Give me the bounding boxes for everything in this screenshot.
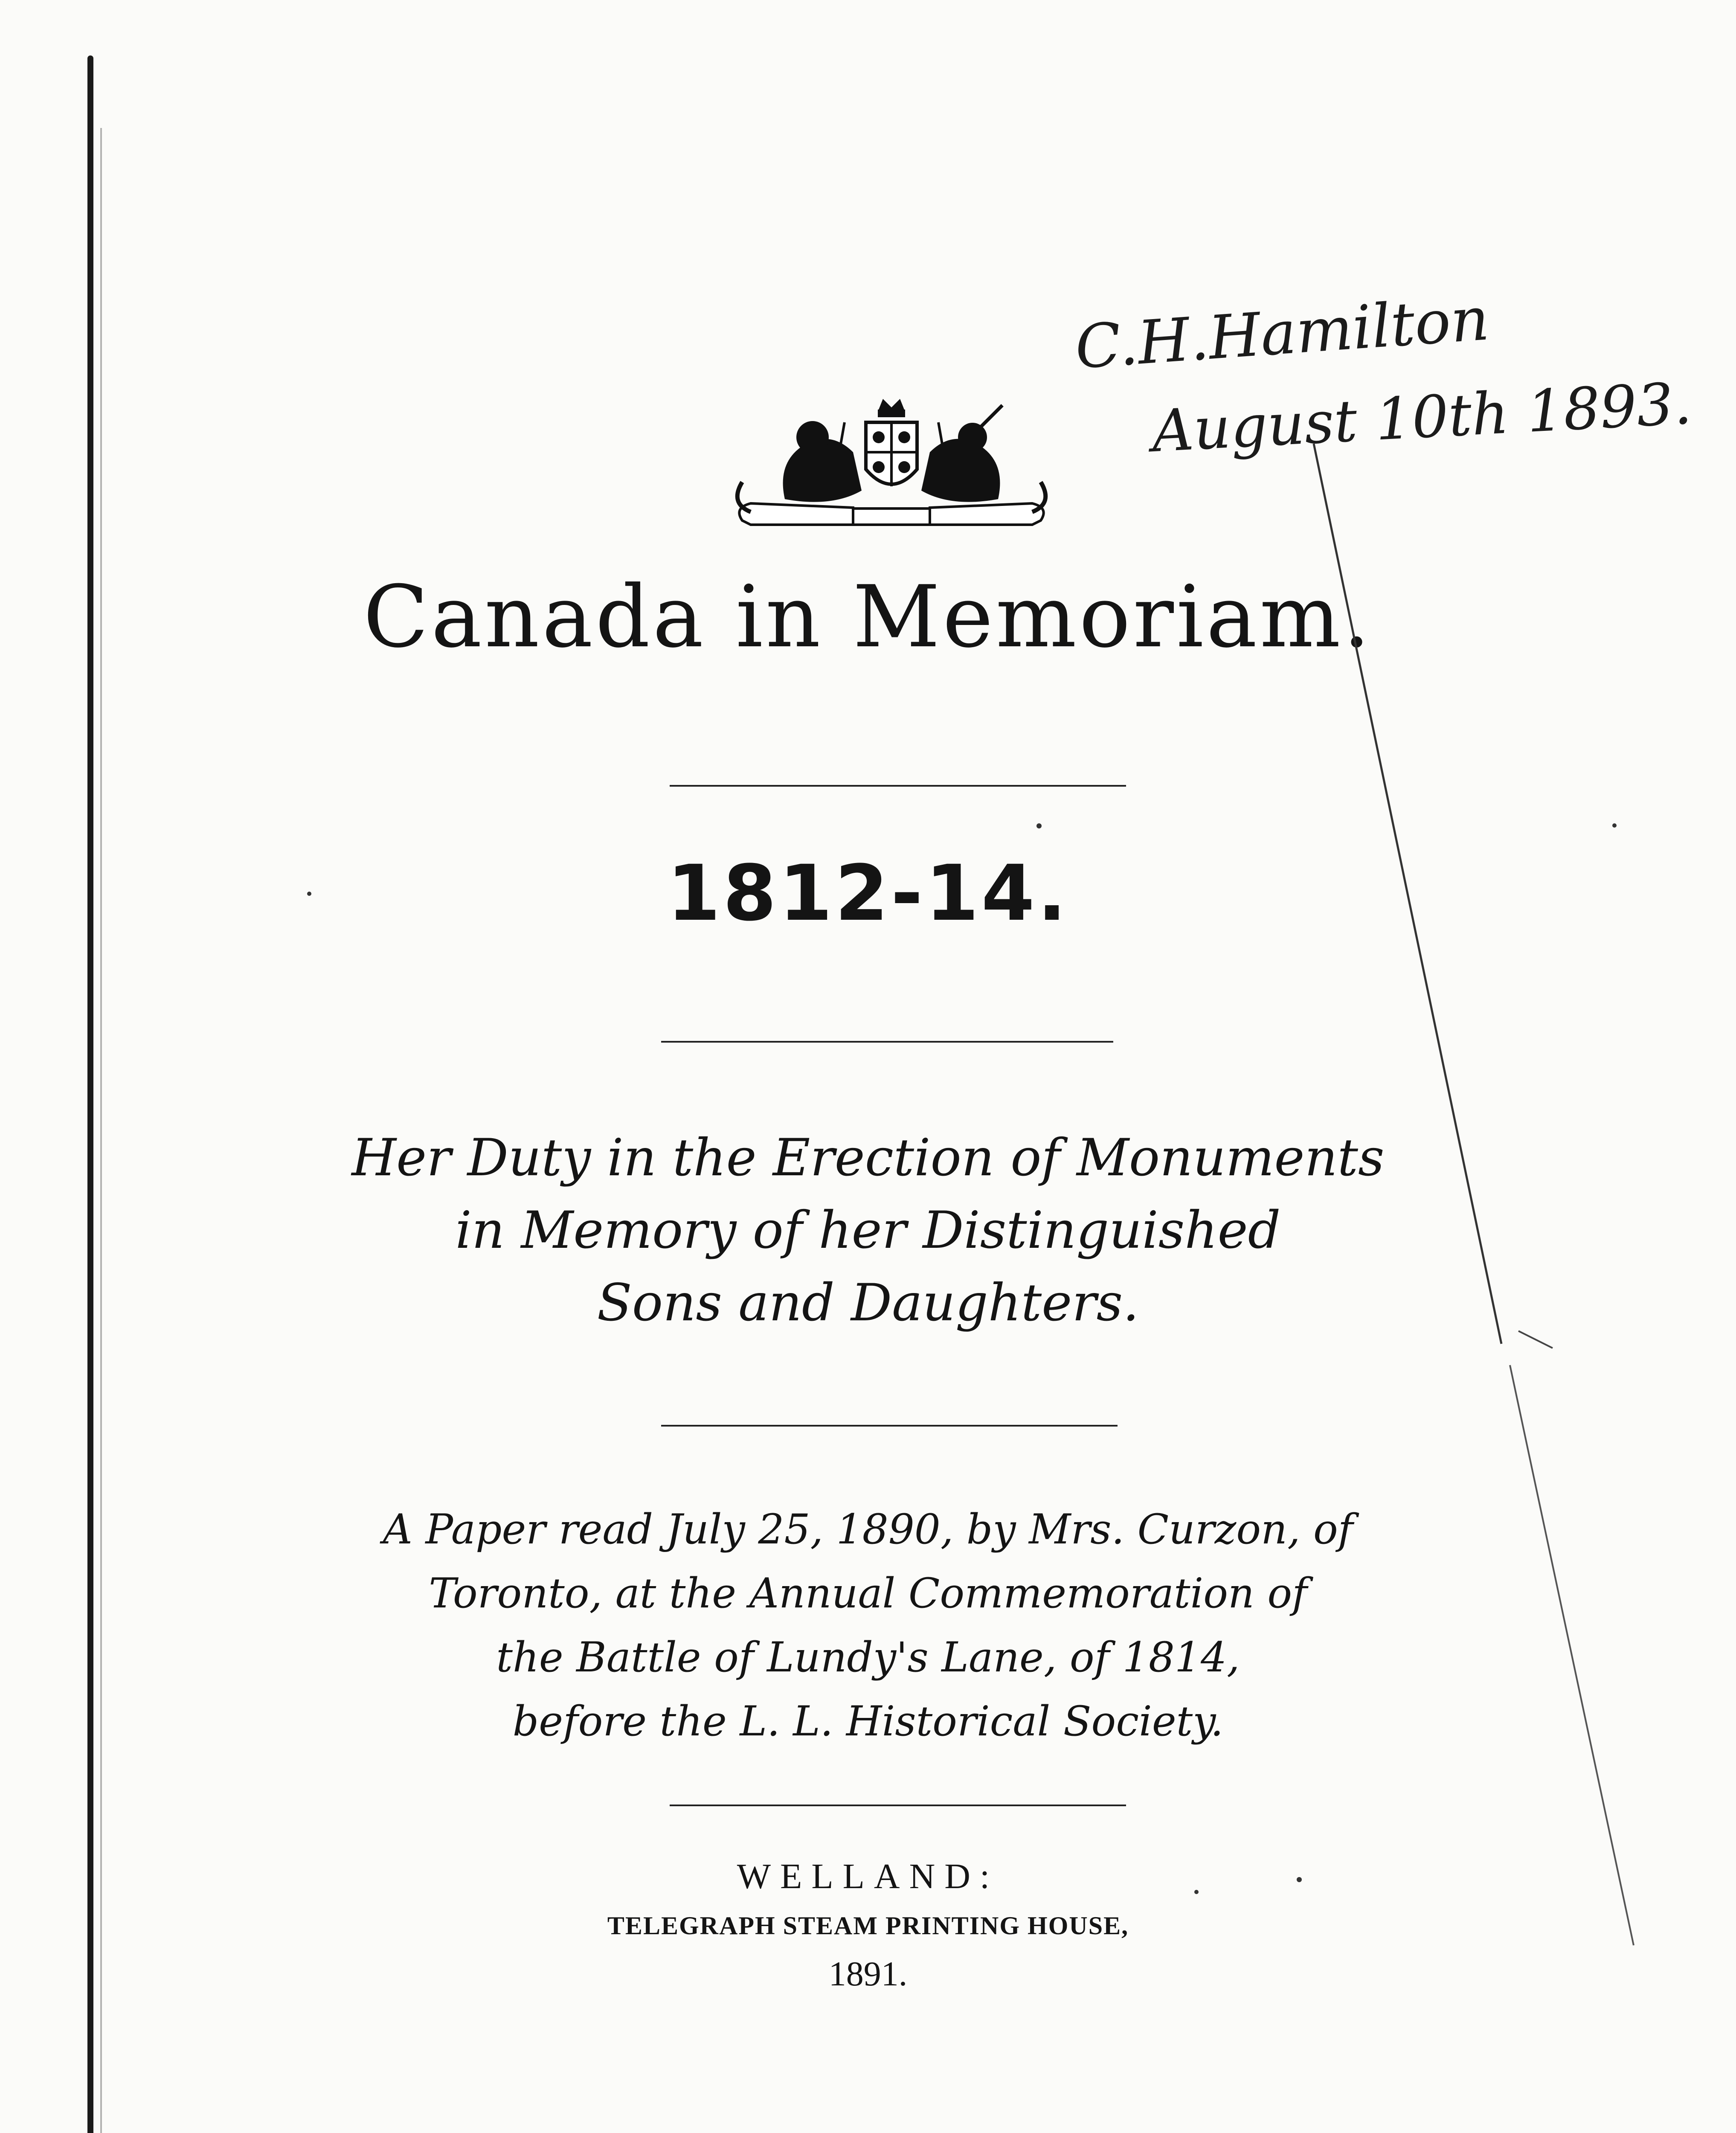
book-dates: 1812-14. xyxy=(667,849,1069,938)
subtitle-line: Her Duty in the Erection of Monuments xyxy=(351,1128,1385,1188)
book-title: Canada in Memoriam. xyxy=(363,567,1373,667)
description-line: before the L. L. Historical Society. xyxy=(512,1697,1224,1745)
imprint-place: WELLAND: xyxy=(737,1857,999,1896)
handwritten-signature: C.H.Hamilton xyxy=(1073,284,1492,383)
scan-speck xyxy=(1297,1877,1302,1882)
imprint-printer: TELEGRAPH STEAM PRINTING HOUSE, xyxy=(607,1912,1129,1940)
imprint-year: 1891. xyxy=(828,1954,908,1993)
scan-speck xyxy=(1612,823,1617,828)
scan-speck xyxy=(307,892,311,896)
subtitle-line: in Memory of her Distinguished xyxy=(455,1201,1281,1260)
scan-speck xyxy=(1194,1890,1199,1894)
scan-speck xyxy=(1036,823,1042,828)
handwritten-date: August 10th 1893. xyxy=(1150,369,1693,465)
subtitle-line: Sons and Daughters. xyxy=(597,1273,1139,1333)
description-line: the Battle of Lundy's Lane, of 1814, xyxy=(496,1633,1240,1681)
description-line: Toronto, at the Annual Commemoration of xyxy=(429,1569,1307,1617)
description-line: A Paper read July 25, 1890, by Mrs. Curzon, of xyxy=(383,1505,1353,1553)
